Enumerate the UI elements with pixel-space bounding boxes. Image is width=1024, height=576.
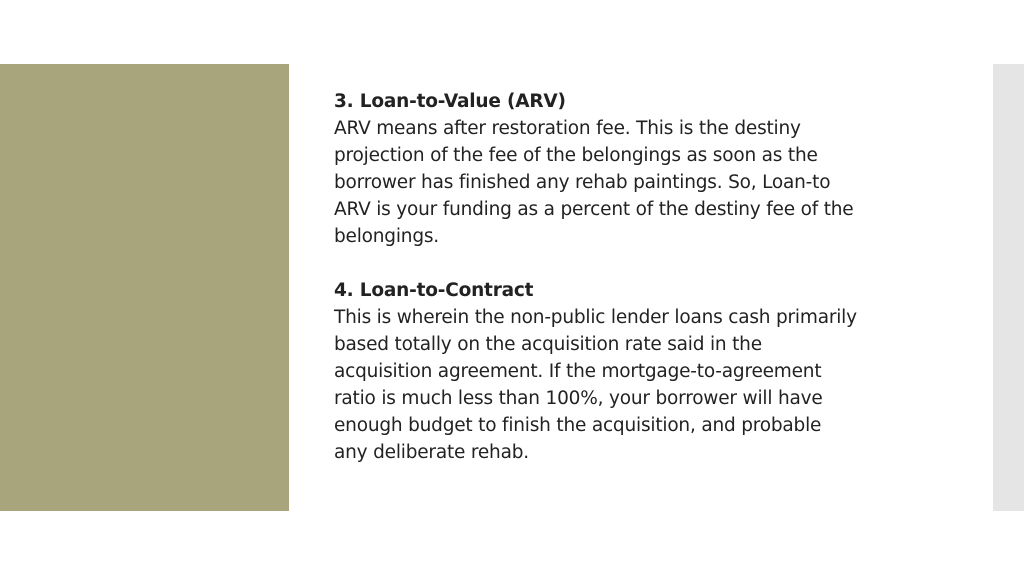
body-line: projection of the fee of the belongings as soon as the [334,145,818,166]
body-line: ARV is your funding as a percent of the destiny fee of the [334,199,854,220]
decorative-right-band [993,64,1024,511]
body-line: based totally on the acquisition rate said in the [334,334,762,355]
body-line: borrower has finished any rehab paintings. So, Loan-to [334,172,831,193]
slide-content [334,88,954,493]
section-loan-to-value [334,88,954,250]
section-loan-to-contract [334,277,954,466]
body-line: any deliberate rehab. [334,442,529,463]
decorative-left-band [0,64,289,511]
body-line: ARV means after restoration fee. This is the destiny [334,118,801,139]
section-heading: 3. Loan-to-Value (ARV) [334,91,566,112]
body-line: ratio is much less than 100%, your borrower will have [334,388,823,409]
body-line: belongings. [334,226,439,247]
section-heading: 4. Loan-to-Contract [334,280,534,301]
body-line: enough budget to finish the acquisition, and probable [334,415,822,436]
body-line: acquisition agreement. If the mortgage-to-agreement [334,361,822,382]
body-line: This is wherein the non-public lender loans cash primarily [334,307,857,328]
